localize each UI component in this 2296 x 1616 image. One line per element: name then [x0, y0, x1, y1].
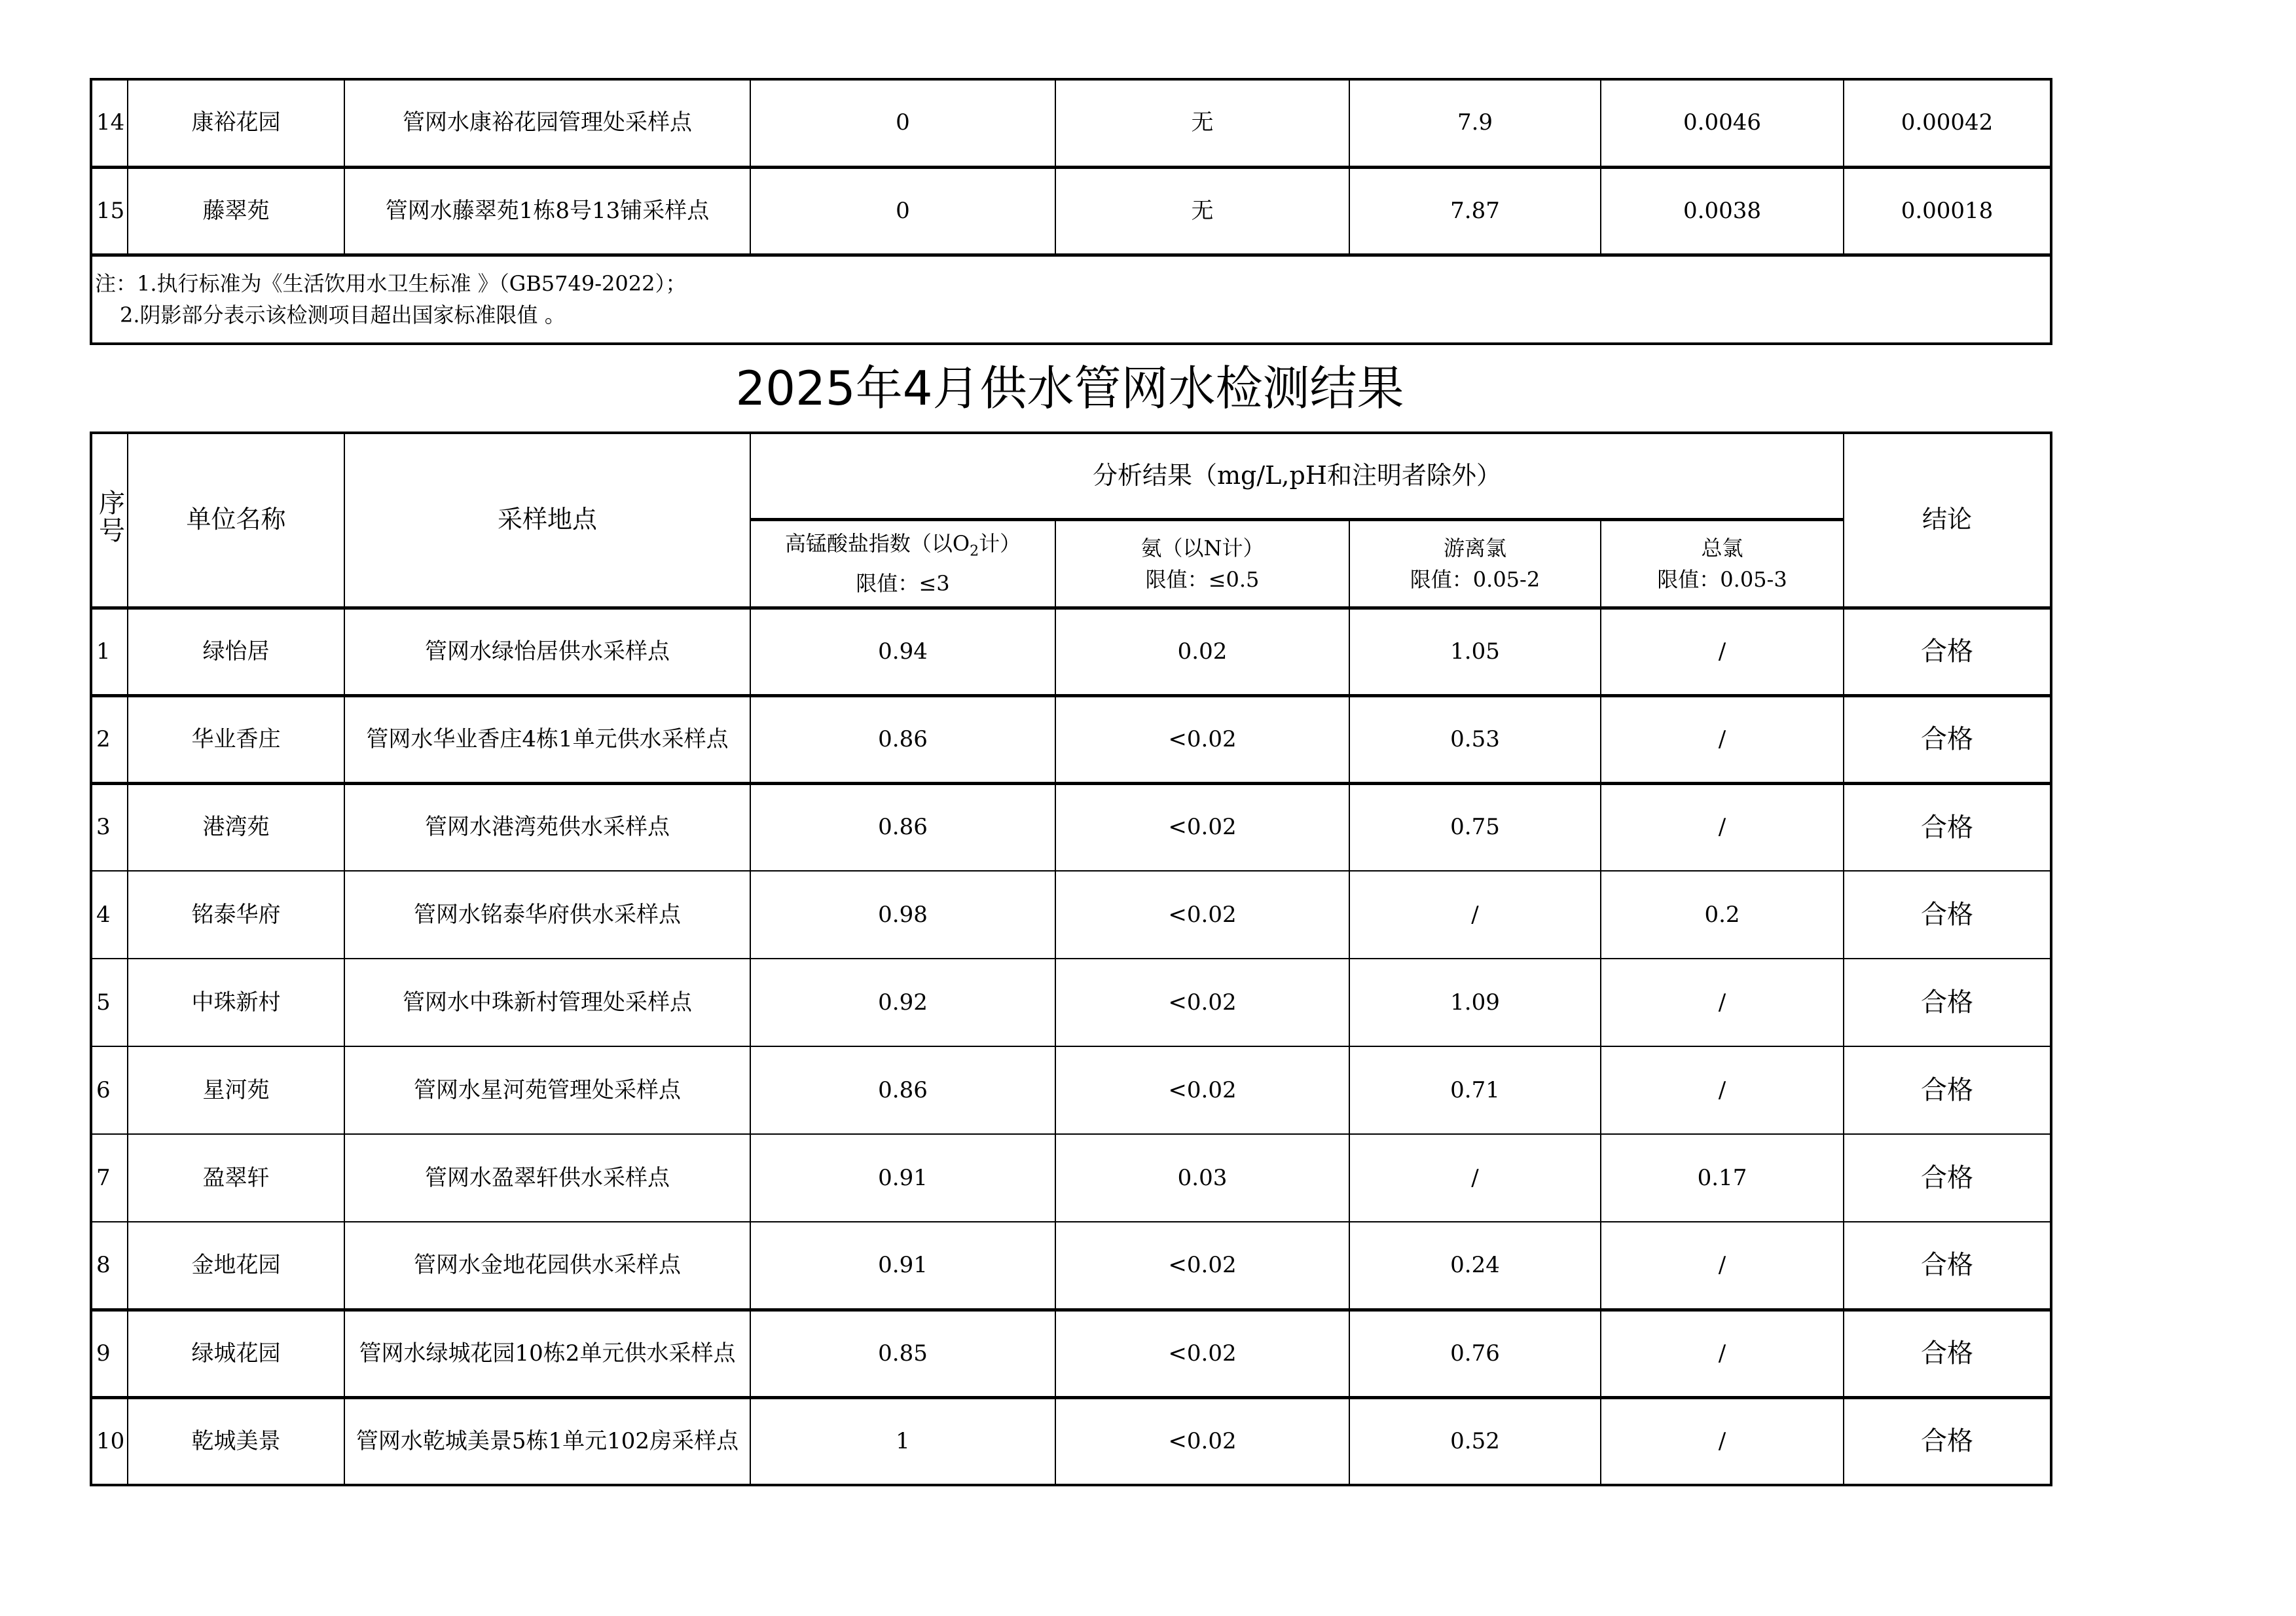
unit-name: 铭泰华府	[128, 871, 344, 959]
note-line-2: 2.阴影部分表示该检测项目超出国家标准限值 。	[120, 303, 566, 327]
unit-name: 星河苑	[128, 1046, 344, 1134]
free-chlorine-value: 0.24	[1349, 1222, 1601, 1310]
permanganate-value: 0.85	[750, 1310, 1055, 1397]
ammonia-value: <0.02	[1055, 1397, 1349, 1485]
sampling-site: 管网水乾城美景5栋1单元102房采样点	[344, 1397, 750, 1485]
free-chlorine-value: 0.52	[1349, 1397, 1601, 1485]
results-body	[91, 608, 2051, 1485]
sampling-site: 管网水铭泰华府供水采样点	[344, 871, 750, 959]
total-chlorine-value: /	[1601, 1310, 1844, 1397]
total-chlorine-value: 0.17	[1601, 1134, 1844, 1222]
header-analysis-results: 分析结果（mg/L,pH和注明者除外）	[750, 433, 1844, 519]
header-permanganate-index	[750, 519, 1055, 608]
table-row	[91, 695, 2051, 783]
sampling-site: 管网水康裕花园管理处采样点	[344, 79, 750, 167]
free-chlorine-value: /	[1349, 1134, 1601, 1222]
header-ammonia	[1055, 519, 1349, 608]
row-number: 14	[91, 79, 128, 167]
row-number: 10	[91, 1397, 128, 1485]
table-row	[91, 783, 2051, 871]
sampling-site: 管网水中珠新村管理处采样点	[344, 959, 750, 1046]
row-number: 3	[91, 783, 128, 871]
ammonia-value: <0.02	[1055, 1222, 1349, 1310]
ammonia-value: <0.02	[1055, 695, 1349, 783]
sampling-site: 管网水华业香庄4栋1单元供水采样点	[344, 695, 750, 783]
permanganate-value: 0.86	[750, 695, 1055, 783]
value-cell: 7.9	[1349, 79, 1601, 167]
permanganate-value: 1	[750, 1397, 1055, 1485]
value-cell: 0.0046	[1601, 79, 1844, 167]
sampling-site: 管网水金地花园供水采样点	[344, 1222, 750, 1310]
sampling-site: 管网水星河苑管理处采样点	[344, 1046, 750, 1134]
free-chlorine-value: 0.53	[1349, 695, 1601, 783]
conclusion-value: 合格	[1844, 783, 2051, 871]
header-unit-name: 单位名称	[128, 433, 344, 608]
column-limit: 限值：0.05-2	[1410, 566, 1540, 592]
sampling-site: 管网水港湾苑供水采样点	[344, 783, 750, 871]
unit-name: 康裕花园	[128, 79, 344, 167]
notes-cell	[91, 255, 2051, 344]
conclusion-value: 合格	[1844, 1222, 2051, 1310]
permanganate-value: 0.91	[750, 1222, 1055, 1310]
column-name: 高锰酸盐指数（以$O_2$计）	[784, 531, 1021, 560]
unit-name: 藤翠苑	[128, 167, 344, 255]
ammonia-value: <0.02	[1055, 959, 1349, 1046]
column-name: 游离氯	[1443, 535, 1506, 560]
permanganate-value: 0.98	[750, 871, 1055, 959]
permanganate-value: 0.91	[750, 1134, 1055, 1222]
total-chlorine-value: 0.2	[1601, 871, 1844, 959]
previous-results-table	[90, 78, 2052, 345]
permanganate-value: 0.92	[750, 959, 1055, 1046]
unit-name: 金地花园	[128, 1222, 344, 1310]
conclusion-value: 合格	[1844, 695, 2051, 783]
unit-name: 盈翠轩	[128, 1134, 344, 1222]
value-cell: 0.00042	[1844, 79, 2051, 167]
permanganate-value: 0.86	[750, 783, 1055, 871]
unit-name: 中珠新村	[128, 959, 344, 1046]
unit-name: 绿城花园	[128, 1310, 344, 1397]
sampling-site: 管网水绿怡居供水采样点	[344, 608, 750, 695]
column-limit: 限值：≤0.5	[1145, 566, 1260, 592]
conclusion-value: 合格	[1844, 1310, 2051, 1397]
row-number: 5	[91, 959, 128, 1046]
free-chlorine-value: 0.76	[1349, 1310, 1601, 1397]
row-number: 6	[91, 1046, 128, 1134]
unit-name: 港湾苑	[128, 783, 344, 871]
value-cell: 0	[750, 167, 1055, 255]
sampling-site: 管网水藤翠苑1栋8号13铺采样点	[344, 167, 750, 255]
conclusion-value: 合格	[1844, 1397, 2051, 1485]
free-chlorine-value: 0.71	[1349, 1046, 1601, 1134]
table-row	[91, 1397, 2051, 1485]
conclusion-value: 合格	[1844, 959, 2051, 1046]
total-chlorine-value: /	[1601, 695, 1844, 783]
row-number: 1	[91, 608, 128, 695]
table-row	[91, 608, 2051, 695]
header-conclusion: 结论	[1844, 433, 2051, 608]
total-chlorine-value: /	[1601, 783, 1844, 871]
table-row	[91, 167, 2051, 255]
table-row	[91, 79, 2051, 167]
sampling-site: 管网水盈翠轩供水采样点	[344, 1134, 750, 1222]
unit-name: 绿怡居	[128, 608, 344, 695]
table-row	[91, 1222, 2051, 1310]
table-row	[91, 1134, 2051, 1222]
header-number: 序号	[91, 433, 128, 608]
total-chlorine-value: /	[1601, 1046, 1844, 1134]
value-cell: 无	[1055, 167, 1349, 255]
ammonia-value: <0.02	[1055, 1046, 1349, 1134]
total-chlorine-value: /	[1601, 1222, 1844, 1310]
header-free-chlorine	[1349, 519, 1601, 608]
free-chlorine-value: 1.05	[1349, 608, 1601, 695]
ammonia-value: 0.03	[1055, 1134, 1349, 1222]
value-cell: 7.87	[1349, 167, 1601, 255]
total-chlorine-value: /	[1601, 959, 1844, 1046]
free-chlorine-value: /	[1349, 871, 1601, 959]
row-number: 4	[91, 871, 128, 959]
total-chlorine-value: /	[1601, 1397, 1844, 1485]
row-number: 8	[91, 1222, 128, 1310]
header-total-chlorine	[1601, 519, 1844, 608]
ammonia-value: <0.02	[1055, 1310, 1349, 1397]
column-limit: 限值：≤3	[856, 570, 950, 596]
results-table	[90, 432, 2052, 1486]
unit-name: 乾城美景	[128, 1397, 344, 1485]
value-cell: 0	[750, 79, 1055, 167]
table-row	[91, 959, 2051, 1046]
table-row	[91, 1046, 2051, 1134]
permanganate-value: 0.94	[750, 608, 1055, 695]
ammonia-value: <0.02	[1055, 871, 1349, 959]
row-number: 2	[91, 695, 128, 783]
total-chlorine-value: /	[1601, 608, 1844, 695]
free-chlorine-value: 1.09	[1349, 959, 1601, 1046]
row-number: 7	[91, 1134, 128, 1222]
ammonia-value: <0.02	[1055, 783, 1349, 871]
unit-name: 华业香庄	[128, 695, 344, 783]
row-number: 15	[91, 167, 128, 255]
free-chlorine-value: 0.75	[1349, 783, 1601, 871]
page-title: 2025年4月供水管网水检测结果	[735, 361, 1404, 416]
conclusion-value: 合格	[1844, 1046, 2051, 1134]
conclusion-value: 合格	[1844, 1134, 2051, 1222]
value-cell: 无	[1055, 79, 1349, 167]
conclusion-value: 合格	[1844, 871, 2051, 959]
row-number: 9	[91, 1310, 128, 1397]
table-row	[91, 1310, 2051, 1397]
conclusion-value: 合格	[1844, 608, 2051, 695]
header-row	[91, 433, 2051, 519]
table-row	[91, 871, 2051, 959]
ammonia-value: 0.02	[1055, 608, 1349, 695]
note-line-1: 注：1.执行标准为《生活饮用水卫生标准 》（GB5749-2022）；	[95, 271, 687, 296]
permanganate-value: 0.86	[750, 1046, 1055, 1134]
value-cell: 0.00018	[1844, 167, 2051, 255]
column-limit: 限值：0.05-3	[1657, 566, 1787, 592]
notes-row	[91, 255, 2051, 344]
sampling-site: 管网水绿城花园10栋2单元供水采样点	[344, 1310, 750, 1397]
value-cell: 0.0038	[1601, 167, 1844, 255]
column-name: 氨（以N计）	[1140, 535, 1264, 560]
header-sampling-site: 采样地点	[344, 433, 750, 608]
column-name: 总氯	[1701, 535, 1743, 560]
